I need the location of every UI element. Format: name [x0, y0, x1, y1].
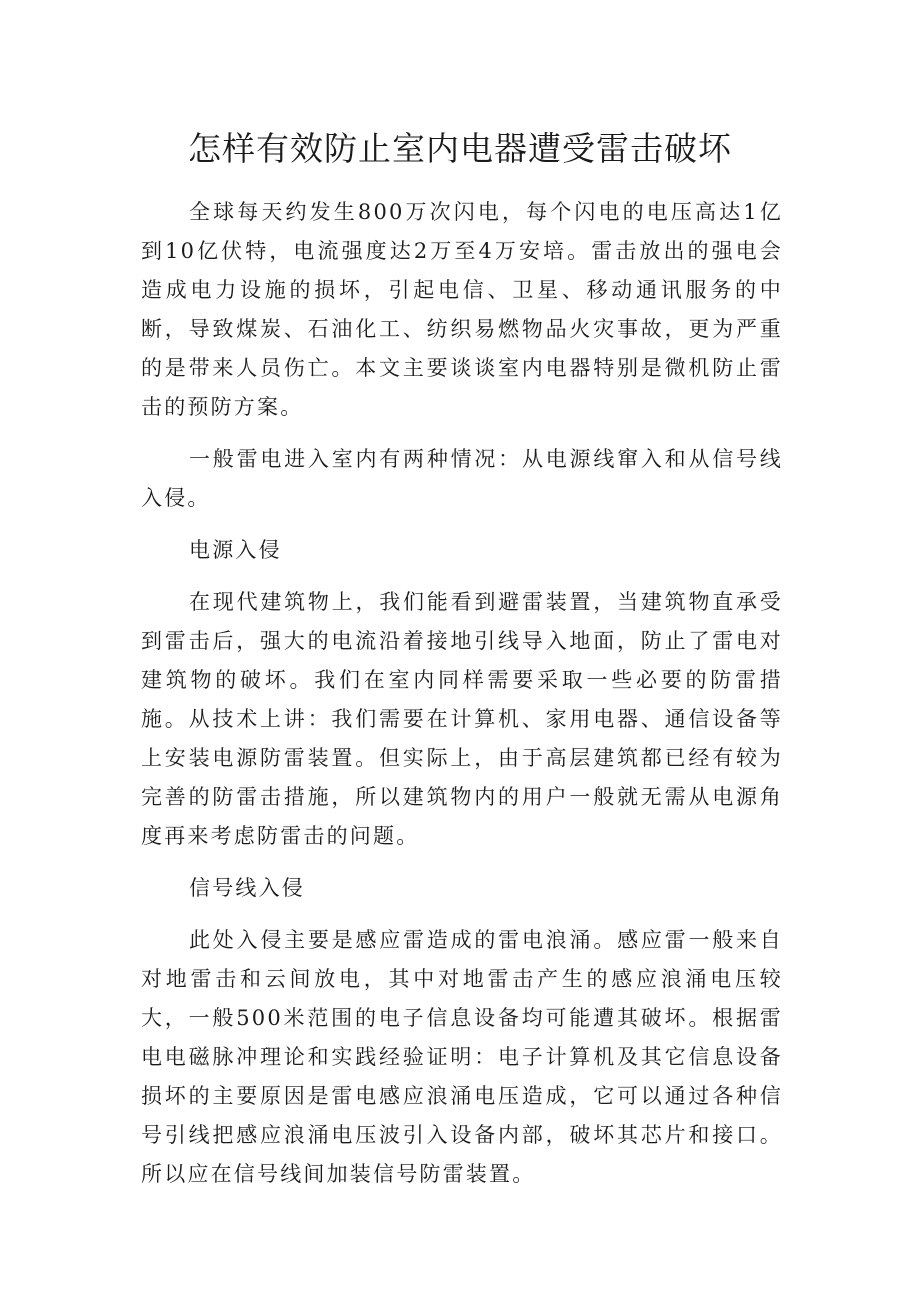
paragraph-power-intrusion: 在现代建筑物上，我们能看到避雷装置，当建筑物直承受到雷击后，强大的电流沿着接地引线导入地面，防止了雷电对建筑物的破坏。我们在室内同样需要采取一些必要的防雷措施。从技术上讲：我们需要在计算机、家用电器、通信设备等上安装电源防雷装置。但实际上，由于高层建筑都已经有较为完善的防雷击措施，所以建筑物内的用户一般就无需从电源角度再来考虑防雷击的问题。 — [141, 590, 783, 848]
document-title: 怎样有效防止室内电器遭受雷击破坏 — [188, 129, 732, 168]
paragraph-entry-ways: 一般雷电进入室内有两种情况：从电源线窜入和从信号线入侵。 — [141, 447, 783, 510]
paragraph-intro: 全球每天约发生800万次闪电，每个闪电的电压高达1亿到10亿伏特，电流强度达2万至4万安培。雷击放出的强电会造成电力设施的损坏，引起电信、卫星、移动通讯服务的中断，导致煤炭、石油化工、纺织易燃物品火灾事故，更为严重的是带来人员伤亡。本文主要谈谈室内电器特别是微机防止雷击的预防方案。 — [141, 200, 783, 419]
paragraph-signal-intrusion: 此处入侵主要是感应雷造成的雷电浪涌。感应雷一般来自对地雷击和云间放电，其中对地雷击产生的感应浪涌电压较大，一般500米范围的电子信息设备均可能遭其破坏。根据雷电电磁脉冲理论和实践经验证明：电子计算机及其它信息设备损坏的主要原因是雷电感应浪涌电压造成，它可以通过各种信号引线把感应浪涌电压波引入设备内部，破坏其芯片和接口。所以应在信号线间加装信号防雷装置。 — [141, 928, 783, 1186]
section-heading-signal-intrusion: 信号线入侵 — [189, 876, 305, 900]
section-heading-power-intrusion: 电源入侵 — [189, 538, 282, 562]
document-body — [141, 193, 783, 1194]
